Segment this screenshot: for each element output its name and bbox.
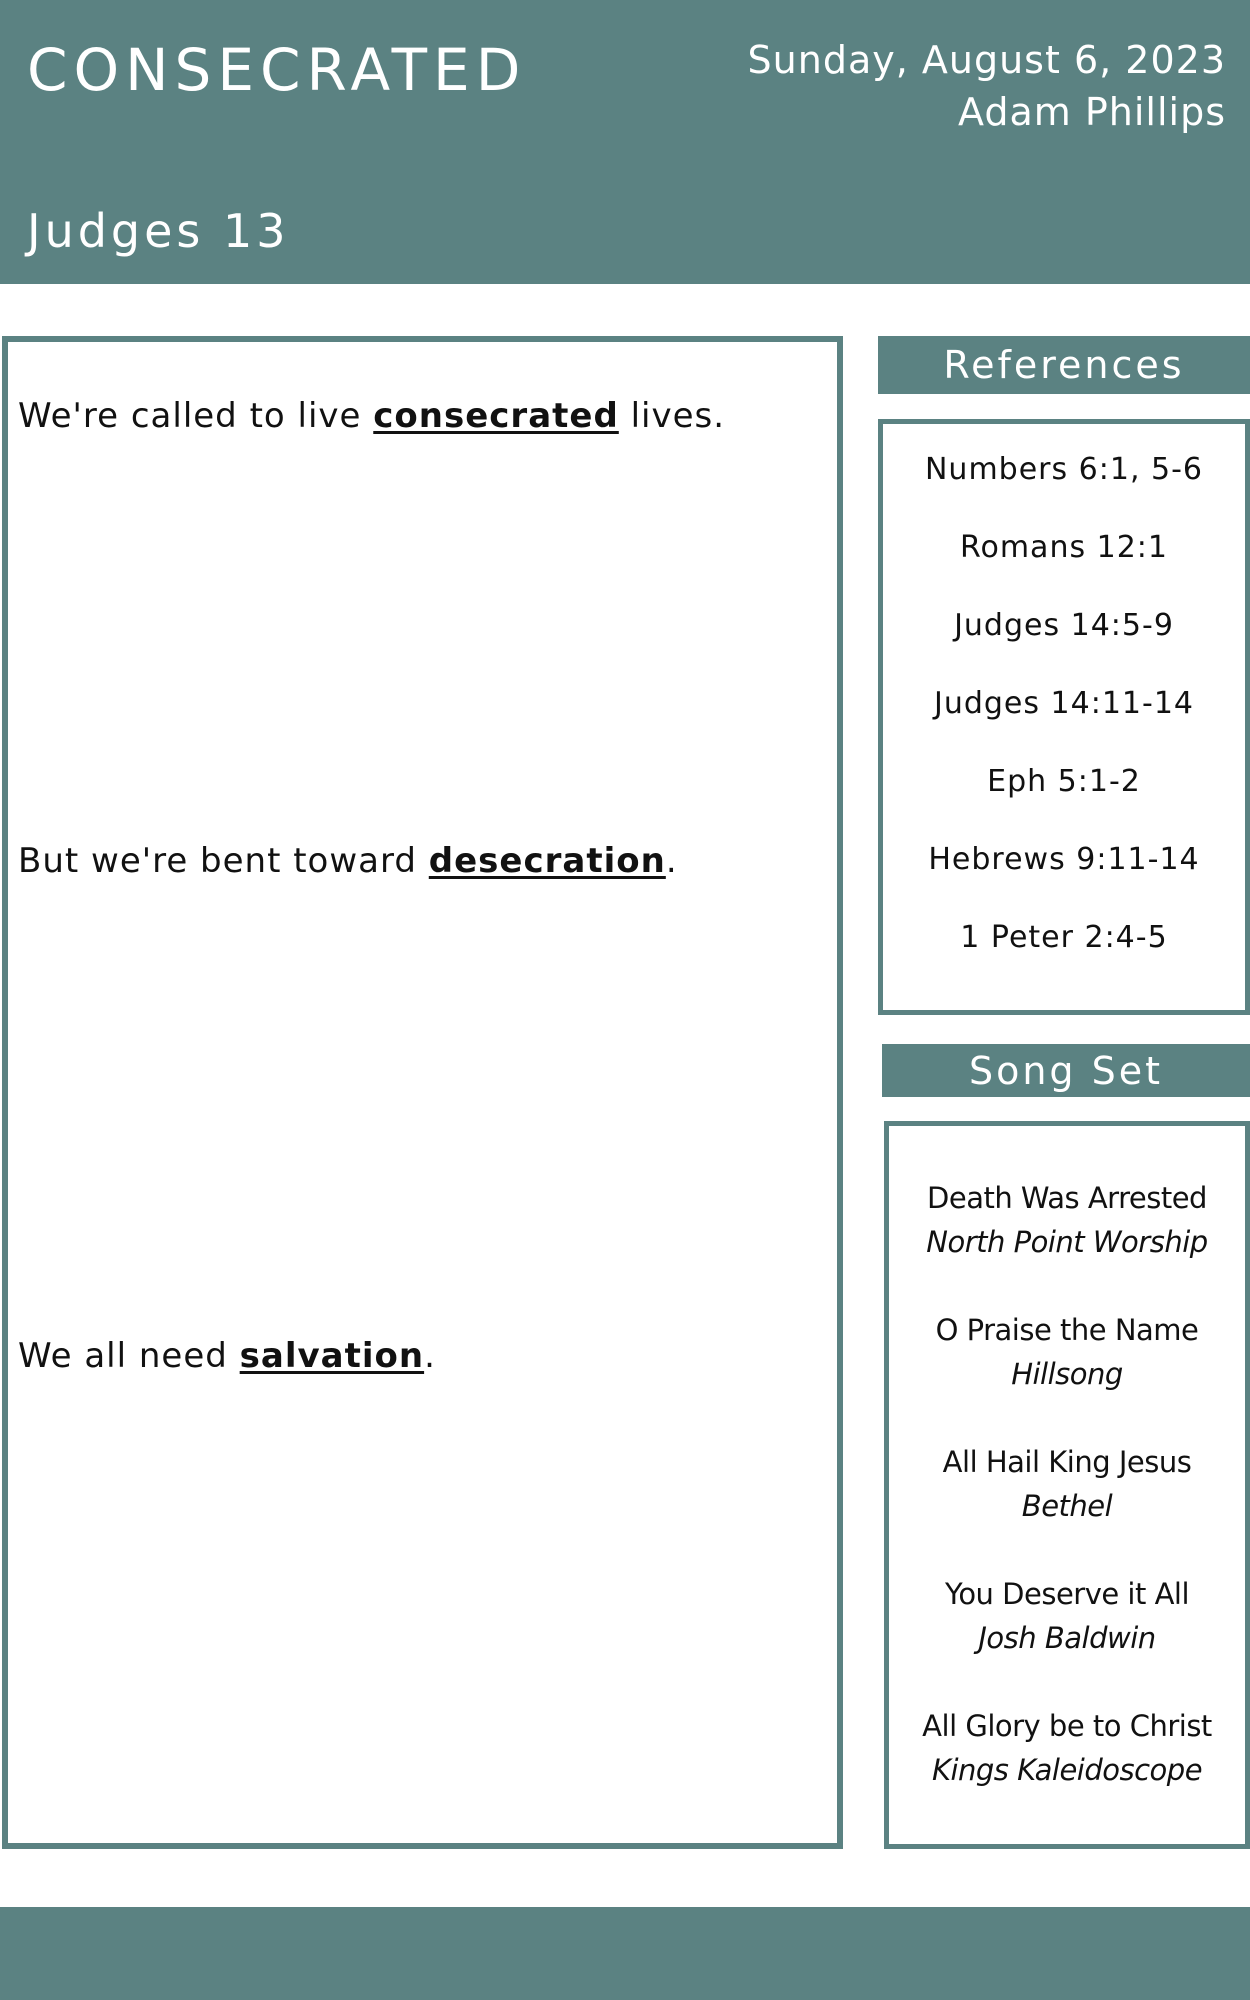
- reference-item: Eph 5:1-2: [987, 764, 1141, 799]
- song-item: [889, 1176, 1245, 1264]
- song-artist: Josh Baldwin: [978, 1621, 1156, 1655]
- song-title: You Deserve it All: [944, 1577, 1190, 1611]
- song-title: O Praise the Name: [935, 1313, 1199, 1347]
- scripture-passage: Judges 13: [27, 204, 290, 258]
- note-keyword: consecrated: [373, 396, 619, 436]
- note-text: We're called to live: [18, 396, 374, 436]
- note-text: But we're bent toward: [18, 841, 429, 881]
- references-heading: References: [878, 336, 1250, 394]
- reference-item: Numbers 6:1, 5-6: [924, 452, 1204, 487]
- song-item: [889, 1704, 1245, 1792]
- song-item: [889, 1308, 1245, 1396]
- reference-item: Judges 14:11-14: [933, 686, 1195, 721]
- song-item: [889, 1440, 1245, 1528]
- song-artist: Bethel: [1021, 1489, 1113, 1523]
- song-artist: Hillsong: [1011, 1357, 1123, 1391]
- reference-item: Judges 14:5-9: [954, 608, 1174, 643]
- song-set-heading: Song Set: [882, 1044, 1250, 1097]
- note-keyword: desecration: [428, 841, 666, 881]
- speaker-name: Adam Phillips: [958, 90, 1226, 134]
- note-text: We all need: [18, 1336, 240, 1376]
- header-banner: [0, 0, 1250, 284]
- song-title: Death Was Arrested: [927, 1181, 1207, 1215]
- references-box: [878, 419, 1250, 1015]
- song-item: [889, 1572, 1245, 1660]
- sermon-meta: [748, 34, 1226, 138]
- note-point: [18, 1336, 436, 1376]
- reference-item: 1 Peter 2:4-5: [960, 920, 1168, 955]
- song-set-box: [884, 1121, 1250, 1849]
- song-artist: North Point Worship: [926, 1225, 1208, 1259]
- note-keyword: salvation: [239, 1336, 425, 1376]
- sermon-date: Sunday, August 6, 2023: [747, 38, 1226, 82]
- song-title: All Hail King Jesus: [942, 1445, 1192, 1479]
- reference-item: Hebrews 9:11-14: [928, 842, 1200, 877]
- note-text: .: [424, 1336, 436, 1376]
- note-text: .: [665, 841, 678, 881]
- footer-banner: [0, 1907, 1250, 2000]
- sermon-notes-box: [2, 336, 843, 1849]
- note-point: [18, 396, 725, 436]
- reference-item: Romans 12:1: [959, 530, 1168, 565]
- sermon-title: CONSECRATED: [27, 36, 527, 104]
- song-artist: Kings Kaleidoscope: [931, 1753, 1203, 1787]
- song-title: All Glory be to Christ: [922, 1709, 1212, 1743]
- note-text: lives.: [618, 396, 726, 436]
- note-point: [18, 841, 678, 881]
